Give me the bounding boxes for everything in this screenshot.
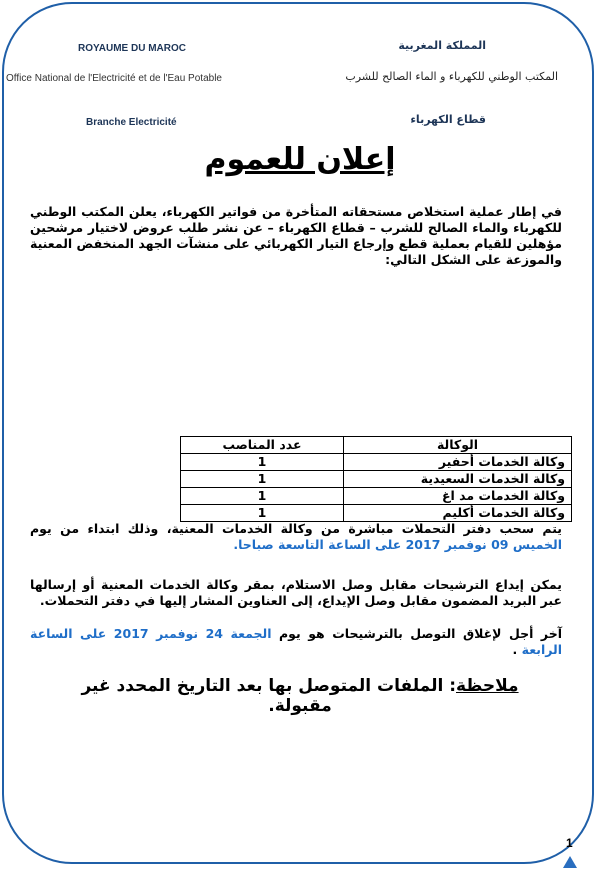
deadline-paragraph bbox=[30, 626, 562, 658]
table-row bbox=[181, 454, 572, 471]
ar-branch-label: قطاع الكهرباء bbox=[410, 113, 486, 126]
count-cell: 1 bbox=[181, 488, 344, 505]
fr-branch-label: Branche Electricité bbox=[86, 117, 177, 128]
deadline-date: الجمعة 24 نوفمبر 2017 على الساعة الرابعة bbox=[30, 626, 562, 657]
count-column-header: عدد المناصب bbox=[181, 437, 344, 454]
deadline-end: . bbox=[512, 642, 518, 657]
submission-paragraph: يمكن إيداع الترشيحات مقابل وصل الاستلام، بمقر وكالة الخدمات المعنية أو إرسالها عبر البريد المضمون مقابل وصل الإيداع، إلى العناوين المشار إليها في دفتر التحملات. bbox=[30, 577, 562, 608]
note-line bbox=[60, 676, 540, 716]
count-cell: 1 bbox=[181, 454, 344, 471]
count-cell: 1 bbox=[181, 471, 344, 488]
triangle-icon bbox=[563, 856, 577, 868]
ar-kingdom-label: المملكة المغربية bbox=[398, 39, 486, 52]
deadline-text: آخر أجل لإغلاق التوصل بالترشيحات هو يوم bbox=[279, 626, 562, 641]
count-cell: 1 bbox=[181, 505, 344, 522]
table-header-row bbox=[181, 437, 572, 454]
page-title: إعلان للعموم bbox=[204, 142, 396, 177]
ar-office-label: المكتب الوطني للكهرباء و الماء الصالح للشرب bbox=[345, 70, 558, 83]
withdrawal-paragraph bbox=[30, 521, 562, 553]
table-row bbox=[181, 471, 572, 488]
note-text: : الملفات المتوصل بها بعد التاريخ المحدد غير مقبولة. bbox=[81, 676, 456, 716]
agency-cell: وكالة الخدمات مد اغ bbox=[344, 488, 572, 505]
page-number: 1 bbox=[566, 836, 573, 850]
agency-cell: وكالة الخدمات أكليم bbox=[344, 505, 572, 522]
table-row bbox=[181, 505, 572, 522]
intro-paragraph: في إطار عملية استخلاص مستحقاته المتأخرة من فواتير الكهرباء، يعلن المكتب الوطني للكهرباء والماء الصالح للشرب – قطاع الكهرباء – عن نشر طلب عروض لاختيار مرشحين مؤهلين للقيام بعملية قطع وإرجاع التيار الكهربائي على منشآت الجهد المنخفض المعنية والموزعة على الشكل التالي: bbox=[30, 204, 562, 267]
withdrawal-date: الخميس 09 نوفمبر 2017 على الساعة التاسعة صباحا. bbox=[233, 537, 562, 552]
fr-kingdom-label: ROYAUME DU MAROC bbox=[78, 43, 186, 54]
agency-cell: وكالة الخدمات أحفير bbox=[344, 454, 572, 471]
agencies-table bbox=[180, 436, 572, 522]
page-border bbox=[2, 2, 594, 864]
table-row bbox=[181, 488, 572, 505]
withdrawal-text: يتم سحب دفتر التحملات مباشرة من وكالة الخدمات المعنية، وذلك ابتداء من يوم bbox=[30, 521, 562, 536]
agency-column-header: الوكالة bbox=[344, 437, 572, 454]
agency-cell: وكالة الخدمات السعيدية bbox=[344, 471, 572, 488]
note-label: ملاحظة bbox=[456, 676, 519, 696]
fr-office-label: Office National de l'Electricité et de l'Eau Potable bbox=[6, 73, 222, 84]
